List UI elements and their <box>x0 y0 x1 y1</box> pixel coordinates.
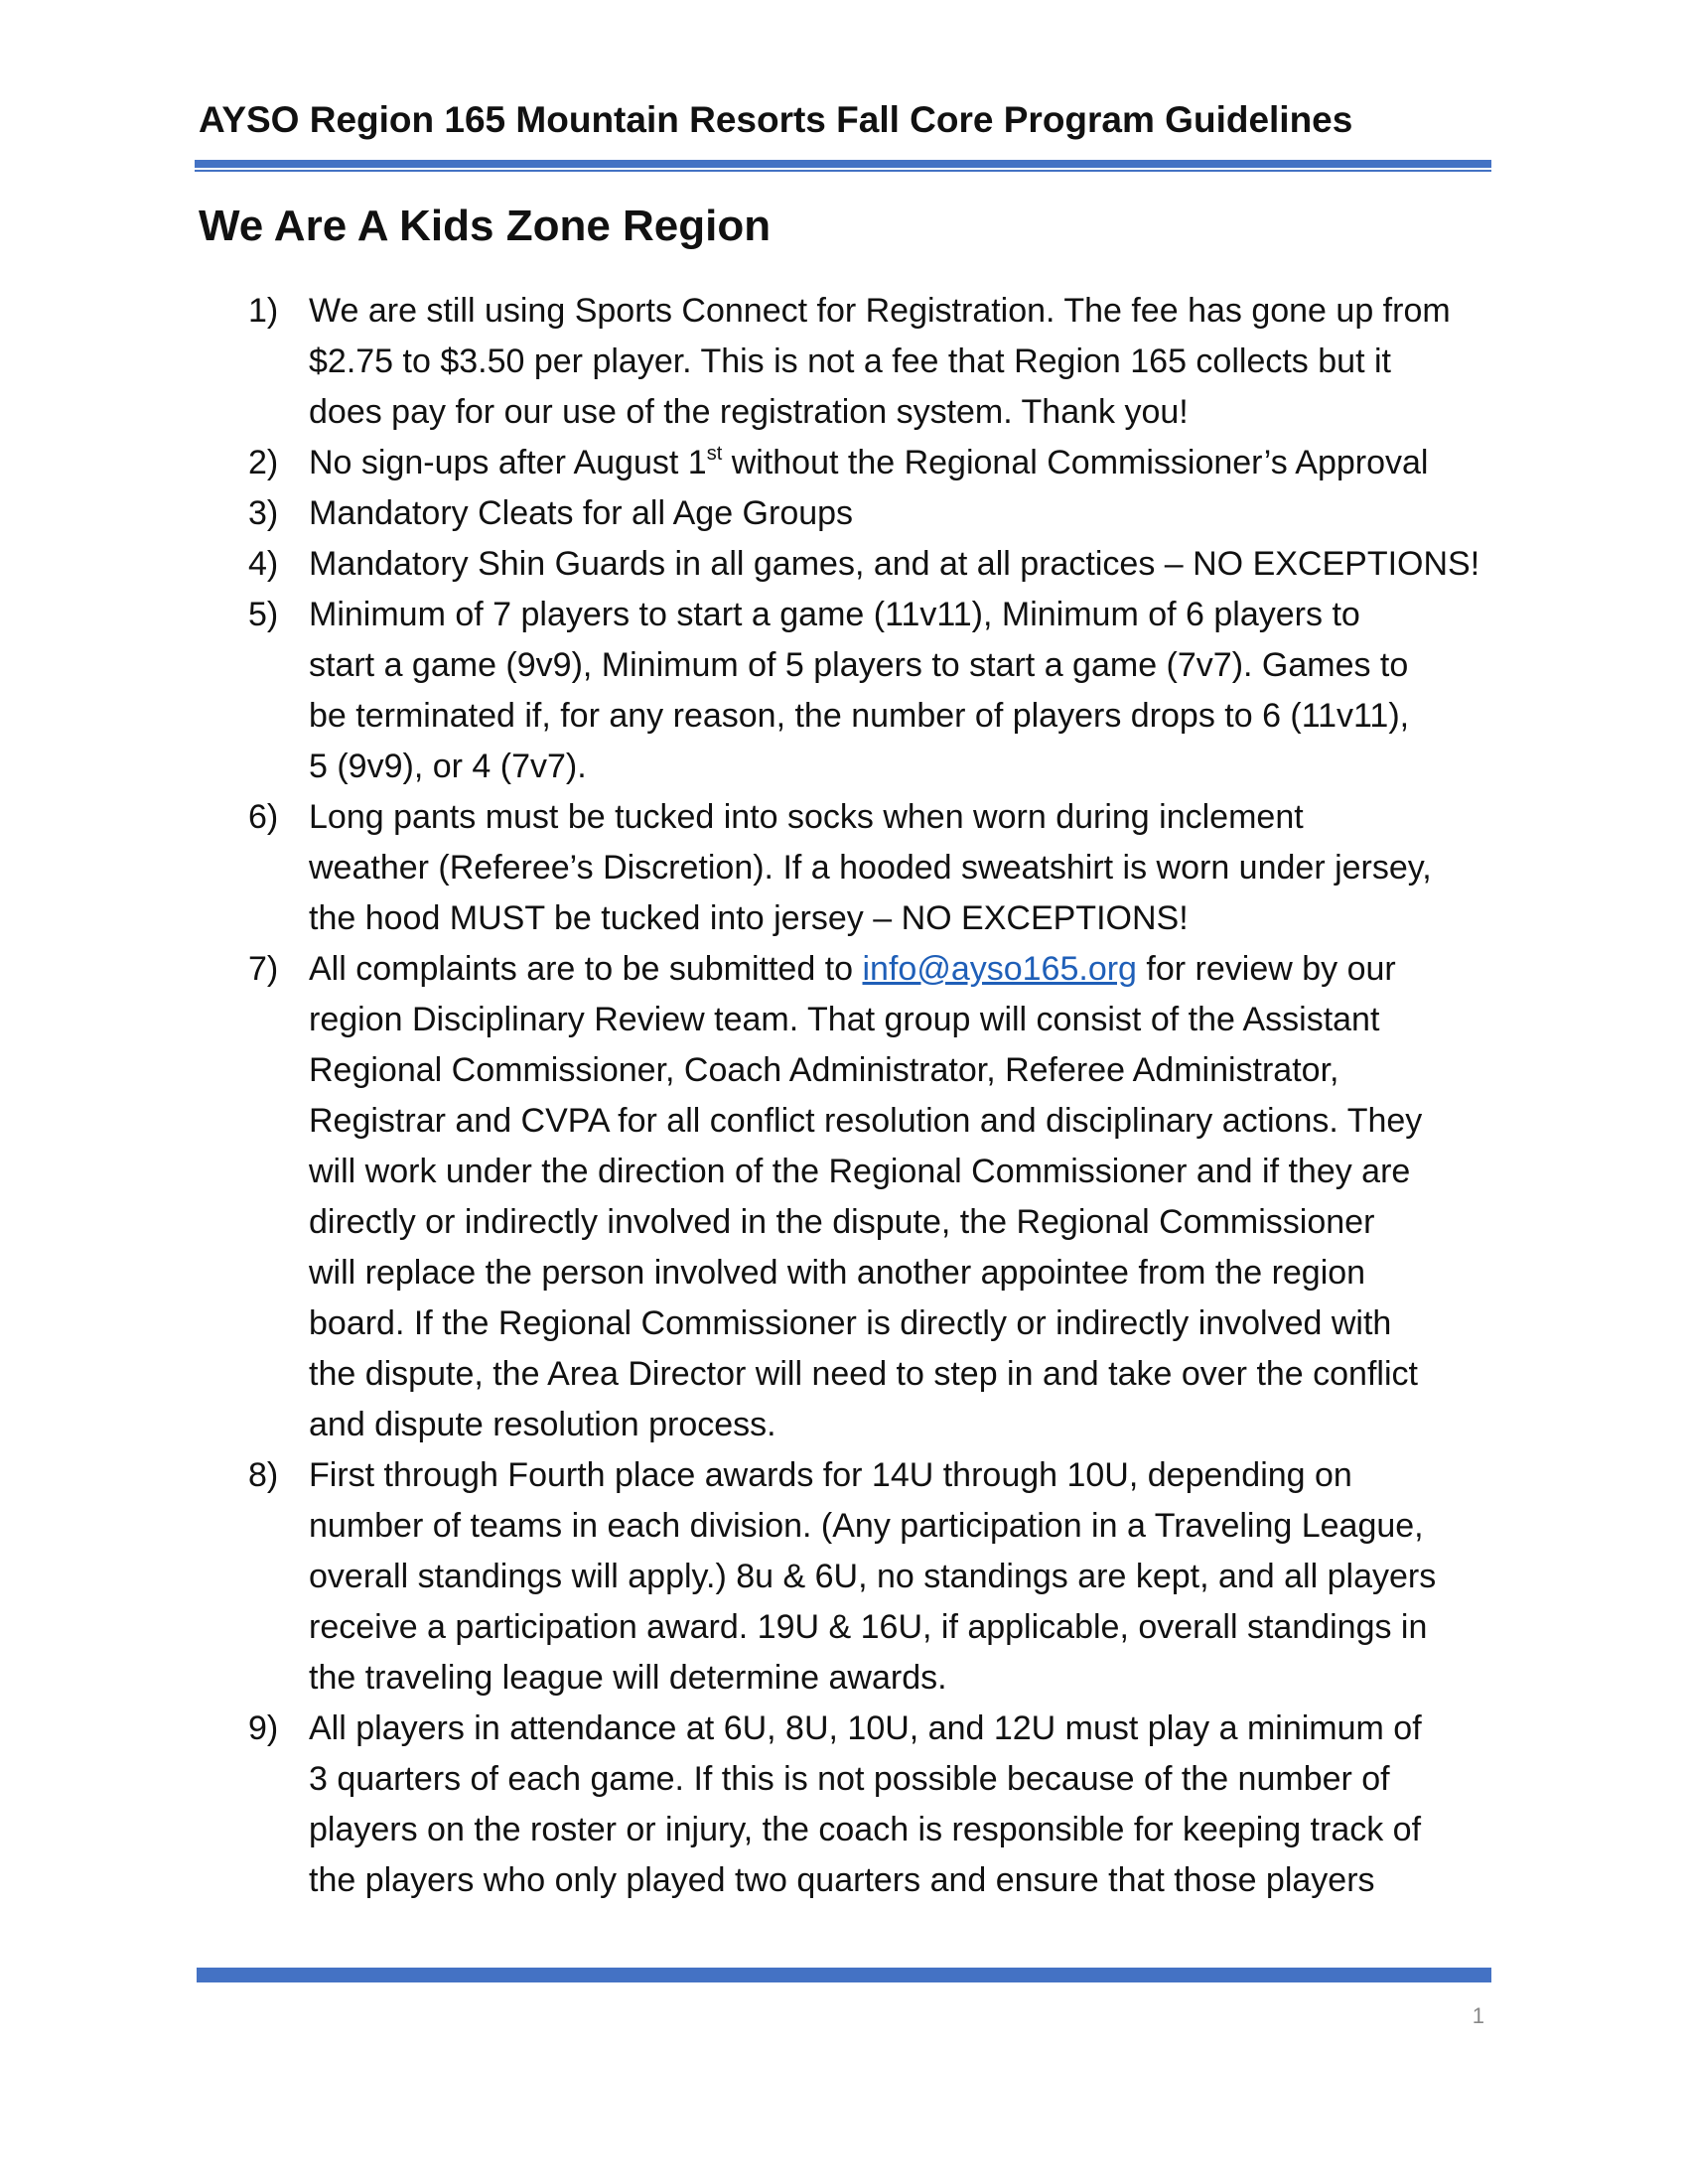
header-divider-thick <box>195 160 1491 168</box>
footer-divider <box>197 1968 1491 1982</box>
rules-list <box>0 286 1688 1906</box>
rule-number: 5) <box>248 596 279 633</box>
rule-line: does pay for our use of the registration system. Thank you! <box>309 393 1189 431</box>
rule-line: the players who only played two quarters and ensure that those players <box>309 1861 1375 1899</box>
rule-line: the dispute, the Area Director will need to step in and take over the conflict <box>309 1355 1418 1393</box>
rule-line: and dispute resolution process. <box>309 1406 776 1443</box>
rule-number: 7) <box>248 950 279 988</box>
rule-line: start a game (9v9), Minimum of 5 players to start a game (7v7). Games to <box>309 646 1409 684</box>
rule-line: 5 (9v9), or 4 (7v7). <box>309 748 587 785</box>
rule-line: players on the roster or injury, the coach is responsible for keeping track of <box>309 1811 1422 1848</box>
rule-number: 6) <box>248 798 279 836</box>
header-divider-thin <box>195 170 1491 172</box>
rule-text: for review by our <box>1136 950 1396 988</box>
rule-line: the hood MUST be tucked into jersey – NO EXCEPTIONS! <box>309 899 1189 937</box>
rule-line: We are still using Sports Connect for Registration. The fee has gone up from <box>309 292 1451 330</box>
rule-line: Regional Commissioner, Coach Administrator, Referee Administrator, <box>309 1051 1339 1089</box>
rule-line: the traveling league will determine awards. <box>309 1659 947 1697</box>
rule-item-8 <box>0 1450 1688 1704</box>
rule-line: Minimum of 7 players to start a game (11v11), Minimum of 6 players to <box>309 596 1360 633</box>
rule-item-1 <box>0 286 1688 438</box>
section-heading: We Are A Kids Zone Region <box>199 202 772 250</box>
rule-item-5 <box>0 590 1688 792</box>
rule-line: board. If the Regional Commissioner is directly or indirectly involved with <box>309 1304 1392 1342</box>
rule-line: overall standings will apply.) 8u & 6U, no standings are kept, and all players <box>309 1558 1437 1595</box>
rule-item-6 <box>0 792 1688 944</box>
rule-line: directly or indirectly involved in the dispute, the Regional Commissioner <box>309 1203 1375 1241</box>
rule-line: Mandatory Cleats for all Age Groups <box>309 494 854 532</box>
rule-line: First through Fourth place awards for 14U through 10U, depending on <box>309 1456 1352 1494</box>
rule-line <box>309 944 1500 995</box>
complaints-email-link[interactable]: info@ayso165.org <box>862 950 1137 988</box>
rule-line: will replace the person involved with another appointee from the region <box>309 1254 1366 1292</box>
rule-line: be terminated if, for any reason, the number of players drops to 6 (11v11), <box>309 697 1410 735</box>
rule-line: number of teams in each division. (Any participation in a Traveling League, <box>309 1507 1424 1545</box>
rule-item-2 <box>0 438 1688 488</box>
rule-text: No sign-ups after August 1 <box>309 444 707 481</box>
rule-line: will work under the direction of the Regional Commissioner and if they are <box>309 1153 1411 1190</box>
header-divider <box>195 160 1491 172</box>
rule-number: 3) <box>248 494 279 532</box>
rule-number: 9) <box>248 1709 279 1747</box>
rule-item-7 <box>0 944 1688 1450</box>
document-header-title: AYSO Region 165 Mountain Resorts Fall Core Program Guidelines <box>199 99 1353 140</box>
rule-number: 8) <box>248 1456 279 1494</box>
rule-line: region Disciplinary Review team. That group will consist of the Assistant <box>309 1001 1380 1038</box>
rule-item-3 <box>0 488 1688 539</box>
ordinal-superscript: st <box>706 443 723 465</box>
rule-line: All players in attendance at 6U, 8U, 10U, and 12U must play a minimum of <box>309 1709 1422 1747</box>
rule-line: weather (Referee’s Discretion). If a hooded sweatshirt is worn under jersey, <box>309 849 1432 887</box>
rule-line: Long pants must be tucked into socks when worn during inclement <box>309 798 1304 836</box>
rule-line <box>309 438 1500 488</box>
rule-line: Mandatory Shin Guards in all games, and at all practices – NO EXCEPTIONS! <box>309 545 1480 583</box>
rule-line: 3 quarters of each game. If this is not possible because of the number of <box>309 1760 1390 1798</box>
rule-item-4 <box>0 539 1688 590</box>
rule-number: 1) <box>248 292 279 330</box>
rule-number: 4) <box>248 545 279 583</box>
page-number: 1 <box>1472 2003 1484 2028</box>
rule-number: 2) <box>248 444 279 481</box>
rule-line: Registrar and CVPA for all conflict resolution and disciplinary actions. They <box>309 1102 1423 1140</box>
rule-line: receive a participation award. 19U & 16U, if applicable, overall standings in <box>309 1608 1428 1646</box>
rule-text: without the Regional Commissioner’s Approval <box>722 444 1429 481</box>
rule-text: All complaints are to be submitted to <box>309 950 863 988</box>
rule-item-9 <box>0 1704 1688 1906</box>
rule-line: $2.75 to $3.50 per player. This is not a fee that Region 165 collects but it <box>309 342 1391 380</box>
